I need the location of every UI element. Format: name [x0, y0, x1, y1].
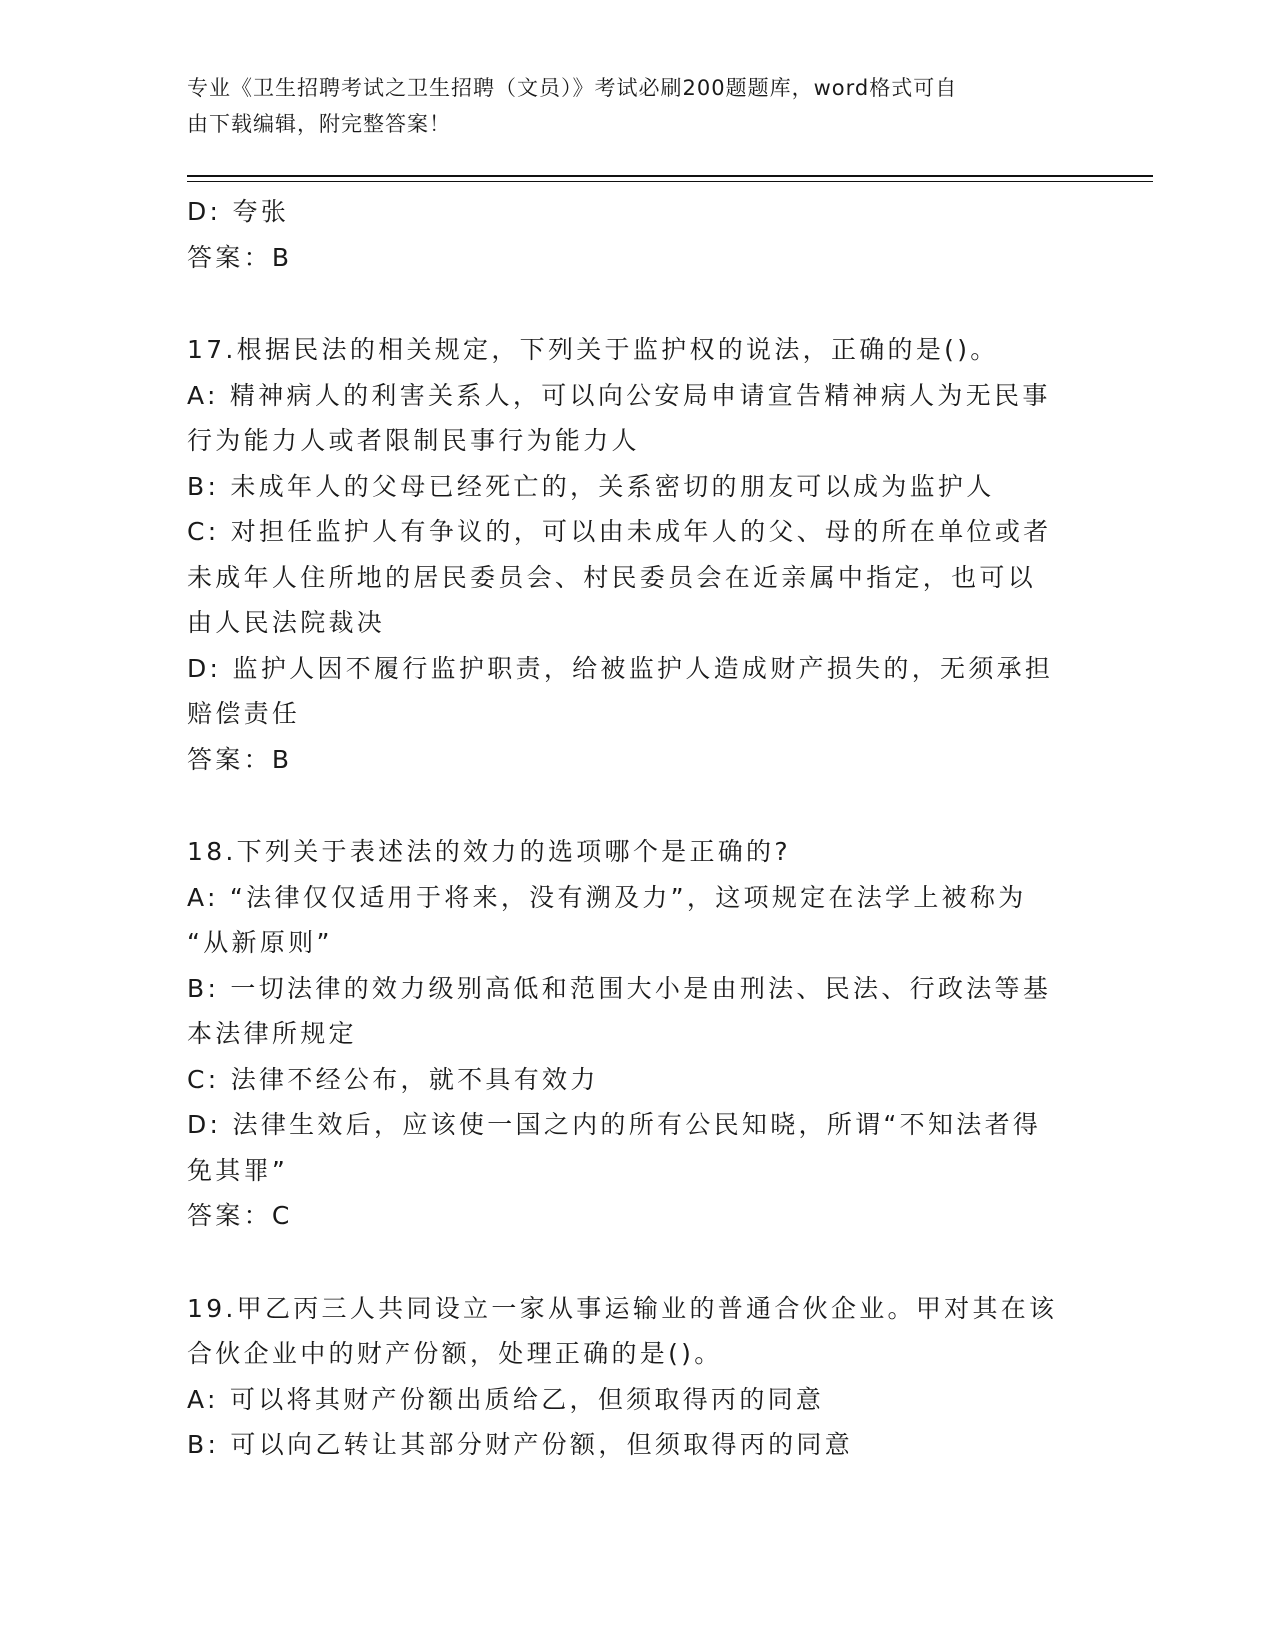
- option-b: B: 未成年人的父母已经死亡的，关系密切的朋友可以成为监护人: [187, 471, 995, 501]
- previous-question-tail: [187, 189, 1067, 280]
- option-d: 免其罪”: [187, 1155, 289, 1185]
- option-c: C: 对担任监护人有争议的，可以由未成年人的父、母的所在单位或者: [187, 517, 1052, 546]
- header-title-line-2: 由下载编辑，附完整答案！: [187, 112, 451, 136]
- option-b: 本法律所规定: [187, 1019, 357, 1048]
- option-b: B: 可以向乙转让其部分财产份额，但须取得丙的同意: [187, 1430, 854, 1459]
- document-body: [187, 189, 1067, 1468]
- question-stem: 19.甲乙丙三人共同设立一家从事运输业的普通合伙企业。甲对其在该: [187, 1293, 1058, 1323]
- option-d: D: 法律生效后，应该使一国之内的所有公民知晓，所谓“不知法者得: [187, 1110, 1042, 1139]
- question-spacer: [187, 1239, 1067, 1286]
- option-a: 行为能力人或者限制民事行为能力人: [187, 426, 640, 455]
- option-c: 由人民法院裁决: [187, 608, 386, 637]
- option-c: C: 法律不经公布，就不具有效力: [187, 1064, 599, 1094]
- question-spacer: [187, 782, 1067, 829]
- answer-line: 答案：B: [187, 242, 293, 272]
- option-a: A: “法律仅仅适用于将来，没有溯及力”，这项规定在法学上被称为: [187, 882, 1027, 912]
- question-block: [187, 829, 1067, 1239]
- option-a: “从新原则”: [187, 928, 333, 957]
- header-title-line-1: 专业《卫生招聘考试之卫生招聘（文员）》考试必刷200题题库，word格式可自: [187, 76, 958, 100]
- question-list: [187, 280, 1067, 1468]
- question-block: [187, 327, 1067, 782]
- question-block: [187, 1286, 1067, 1468]
- option-c: 未成年人住所地的居民委员会、村民委员会在近亲属中指定，也可以: [187, 562, 1037, 592]
- document-header: [187, 70, 1067, 142]
- header-divider-thin: [187, 181, 1153, 182]
- answer-line: 答案：B: [187, 744, 293, 774]
- question-stem: 合伙企业中的财产份额，处理正确的是()。: [187, 1339, 723, 1368]
- option-d: D: 监护人因不履行监护职责，给被监护人造成财产损失的，无须承担: [187, 653, 1054, 683]
- option-d: 赔偿责任: [187, 699, 301, 728]
- option-b: B: 一切法律的效力级别高低和范围大小是由刑法、民法、行政法等基: [187, 973, 1052, 1003]
- option-d: D: 夸张: [187, 197, 290, 226]
- option-a: A: 可以将其财产份额出质给乙，但须取得丙的同意: [187, 1384, 825, 1414]
- header-divider-thick: [187, 175, 1153, 177]
- question-stem: 18.下列关于表述法的效力的选项哪个是正确的?: [187, 837, 791, 866]
- option-a: A: 精神病人的利害关系人，可以向公安局申请宣告精神病人为无民事: [187, 380, 1051, 410]
- question-stem: 17.根据民法的相关规定，下列关于监护权的说法，正确的是()。: [187, 335, 999, 364]
- question-spacer: [187, 280, 1067, 327]
- answer-line: 答案：C: [187, 1201, 293, 1230]
